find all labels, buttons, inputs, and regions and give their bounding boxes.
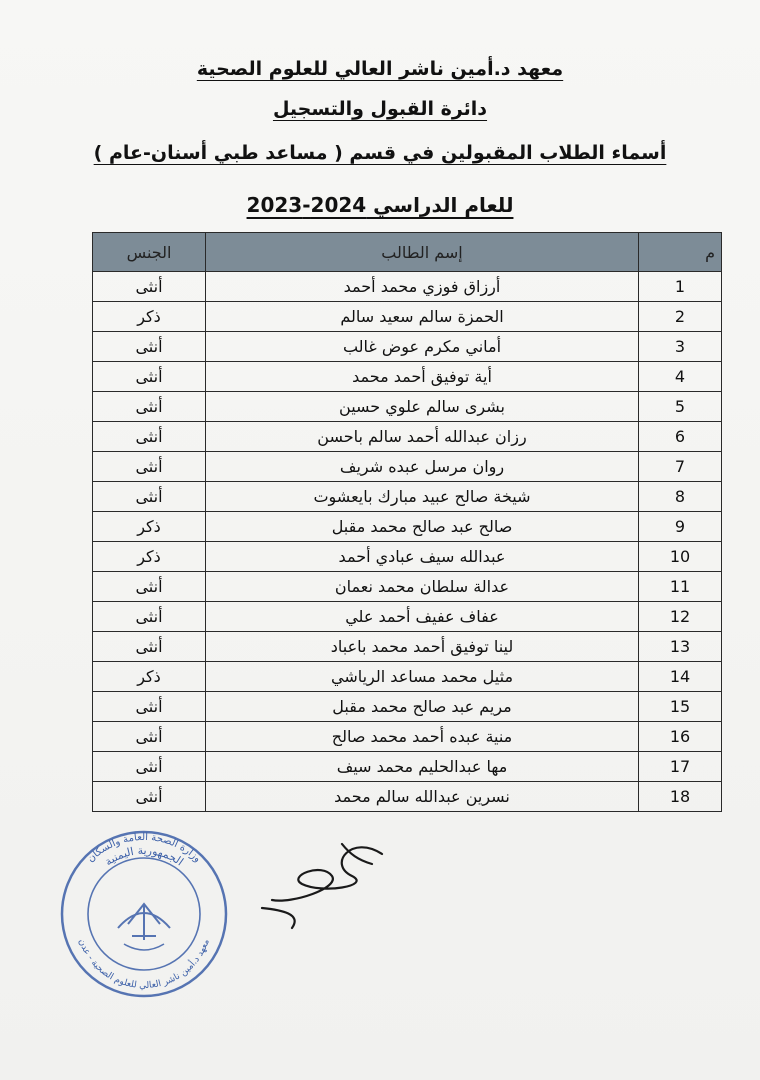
department-name: دائرة القبول والتسجيل [272,98,488,120]
student-gender: أنثى [93,722,206,752]
row-number: 12 [639,602,722,632]
table-row [93,362,722,392]
student-gender: أنثى [93,782,206,812]
handwritten-signature [232,824,402,934]
student-name: لينا توفيق أحمد محمد باعباد [206,632,639,662]
student-gender: أنثى [93,632,206,662]
student-name: أماني مكرم عوض غالب [206,332,639,362]
student-name: أية توفيق أحمد محمد [206,362,639,392]
student-gender: أنثى [93,362,206,392]
row-number: 1 [639,272,722,302]
academic-year: للعام الدراسي 2024-2023 [246,193,514,217]
student-name: أرزاق فوزي محمد أحمد [206,272,639,302]
student-name: عبدالله سيف عبادي أحمد [206,542,639,572]
student-gender: أنثى [93,482,206,512]
student-name: شيخة صالح عبيد مبارك بايعشوت [206,482,639,512]
student-gender: ذكر [93,512,206,542]
table-row [93,392,722,422]
row-number: 9 [639,512,722,542]
student-name: نسرين عبدالله سالم محمد [206,782,639,812]
column-header-name: إسم الطالب [206,233,639,272]
table-row [93,662,722,692]
table-row [93,422,722,452]
table-row [93,332,722,362]
stamp-institute-text: معهد د.أمين ناشر العالي للعلوم الصحية - عدن [76,937,212,992]
column-header-number: م [639,233,722,272]
table-header-row [93,233,722,272]
student-gender: أنثى [93,272,206,302]
student-name: بشرى سالم علوي حسين [206,392,639,422]
row-number: 16 [639,722,722,752]
student-name: الحمزة سالم سعيد سالم [206,302,639,332]
student-gender: أنثى [93,602,206,632]
row-number: 15 [639,692,722,722]
table-body [93,272,722,812]
student-gender: أنثى [93,692,206,722]
row-number: 17 [639,752,722,782]
row-number: 3 [639,332,722,362]
table-row [93,272,722,302]
student-name: عدالة سلطان محمد نعمان [206,572,639,602]
column-header-gender: الجنس [93,233,206,272]
row-number: 11 [639,572,722,602]
row-number: 8 [639,482,722,512]
stamp-ministry-text: وزارة الصحة العامة والسكان [85,831,203,865]
student-gender: أنثى [93,332,206,362]
row-number: 5 [639,392,722,422]
student-gender: أنثى [93,572,206,602]
student-name: منية عبده أحمد محمد صالح [206,722,639,752]
row-number: 7 [639,452,722,482]
student-name: عفاف عفيف أحمد علي [206,602,639,632]
table-row [93,542,722,572]
list-title: أسماء الطلاب المقبولين في قسم ( مساعد طبي أسنان-عام ) [93,142,667,164]
table-row [93,302,722,332]
row-number: 6 [639,422,722,452]
student-gender: ذكر [93,542,206,572]
student-gender: ذكر [93,302,206,332]
row-number: 2 [639,302,722,332]
student-name: مريم عبد صالح محمد مقبل [206,692,639,722]
official-stamp [58,828,230,1000]
student-name: رزان عبدالله أحمد سالم باحسن [206,422,639,452]
table-row [93,602,722,632]
row-number: 10 [639,542,722,572]
student-name: مثيل محمد مساعد الرياشي [206,662,639,692]
student-gender: أنثى [93,452,206,482]
table-row [93,722,722,752]
table-row [93,482,722,512]
students-table [92,232,722,812]
student-gender: أنثى [93,392,206,422]
student-name: روان مرسل عبده شريف [206,452,639,482]
student-gender: ذكر [93,662,206,692]
table-row [93,512,722,542]
student-gender: أنثى [93,422,206,452]
table-row [93,452,722,482]
student-name: صالح عبد صالح محمد مقبل [206,512,639,542]
row-number: 14 [639,662,722,692]
student-name: مها عبدالحليم محمد سيف [206,752,639,782]
institute-name: معهد د.أمين ناشر العالي للعلوم الصحية [196,58,564,80]
row-number: 4 [639,362,722,392]
table-row [93,782,722,812]
row-number: 18 [639,782,722,812]
student-gender: أنثى [93,752,206,782]
stamp-top-text: الجمهورية اليمنية [102,843,186,869]
table-row [93,752,722,782]
table-row [93,632,722,662]
table-row [93,692,722,722]
row-number: 13 [639,632,722,662]
table-row [93,572,722,602]
